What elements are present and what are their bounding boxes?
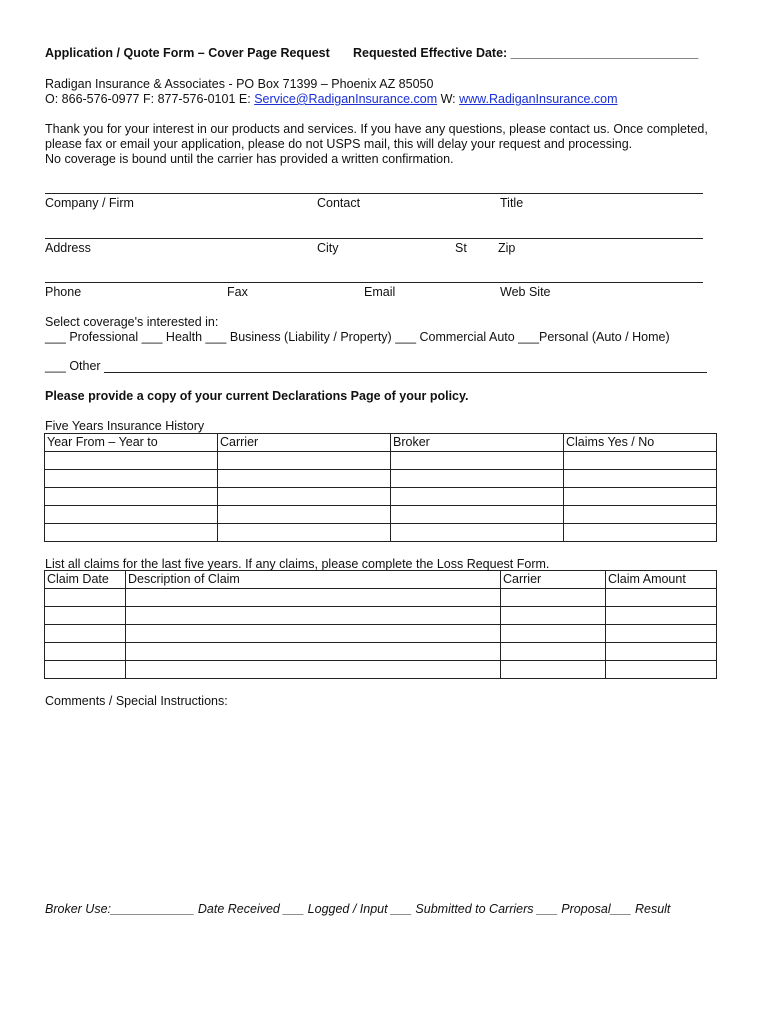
declarations-note: Please provide a copy of your current Declarations Page of your policy. (45, 389, 469, 403)
header-broker: Broker (391, 434, 564, 452)
table-row (45, 625, 717, 643)
label-fax: Fax (227, 285, 248, 299)
table-cell[interactable] (45, 661, 126, 679)
header-carrier: Carrier (501, 571, 606, 589)
website-link[interactable]: www.RadiganInsurance.com (459, 92, 618, 106)
label-web-site: Web Site (500, 285, 551, 299)
table-row (45, 488, 717, 506)
claims-title: List all claims for the last five years. If any claims, please complete the Loss Request Form. (45, 557, 550, 571)
form-title: Application / Quote Form – Cover Page Request (45, 46, 330, 60)
history-title: Five Years Insurance History (45, 419, 205, 433)
fill-line-address[interactable] (45, 238, 703, 239)
table-row (45, 452, 717, 470)
table-cell[interactable] (564, 524, 717, 542)
table-row (45, 524, 717, 542)
table-cell[interactable] (218, 452, 391, 470)
table-cell[interactable] (45, 589, 126, 607)
table-cell[interactable] (45, 625, 126, 643)
table-cell[interactable] (391, 470, 564, 488)
label-address: Address (45, 241, 91, 255)
company-address: Radigan Insurance & Associates - PO Box 71399 – Phoenix AZ 85050 (45, 77, 434, 91)
intro-line-3: No coverage is bound until the carrier has provided a written confirmation. (45, 152, 454, 166)
table-cell[interactable] (218, 506, 391, 524)
comments-label: Comments / Special Instructions: (45, 694, 228, 708)
label-zip: Zip (498, 241, 516, 255)
table-cell[interactable] (606, 625, 717, 643)
table-cell[interactable] (45, 607, 126, 625)
table-row (45, 506, 717, 524)
fill-line-phone[interactable] (45, 282, 703, 283)
table-row (45, 661, 717, 679)
table-cell[interactable] (564, 488, 717, 506)
table-row (45, 470, 717, 488)
table-row (45, 589, 717, 607)
header-year: Year From – Year to (45, 434, 218, 452)
table-cell[interactable] (126, 661, 501, 679)
effective-date-label: Requested Effective Date: ___________________________ (353, 46, 699, 60)
broker-use-line: Broker Use:____________ Date Received ___ Logged / Input ___ Submitted to Carriers ___ Proposal___ Result (45, 902, 671, 916)
table-cell[interactable] (606, 589, 717, 607)
table-cell[interactable] (564, 470, 717, 488)
table-header-row (45, 571, 717, 589)
table-cell[interactable] (126, 643, 501, 661)
table-cell[interactable] (45, 470, 218, 488)
coverage-options[interactable]: ___ Professional ___ Health ___ Business (Liability / Property) ___ Commercial Auto ___Personal (Auto / Home) (45, 330, 670, 344)
table-cell[interactable] (45, 452, 218, 470)
label-company-firm: Company / Firm (45, 196, 134, 210)
header-description: Description of Claim (126, 571, 501, 589)
fill-line-company[interactable] (45, 193, 703, 194)
table-cell[interactable] (391, 452, 564, 470)
table-cell[interactable] (218, 524, 391, 542)
coverage-other-label[interactable]: ___ Other (45, 359, 101, 373)
company-contact-line (45, 92, 618, 106)
table-cell[interactable] (126, 607, 501, 625)
table-cell[interactable] (564, 452, 717, 470)
label-city: City (317, 241, 339, 255)
table-cell[interactable] (45, 643, 126, 661)
table-header-row (45, 434, 717, 452)
table-cell[interactable] (218, 488, 391, 506)
header-claim-date: Claim Date (45, 571, 126, 589)
label-email: Email (364, 285, 396, 299)
table-cell[interactable] (501, 625, 606, 643)
label-phone: Phone (45, 285, 82, 299)
coverage-prompt: Select coverage's interested in: (45, 315, 219, 329)
table-cell[interactable] (45, 524, 218, 542)
table-cell[interactable] (606, 661, 717, 679)
table-cell[interactable] (501, 661, 606, 679)
fill-line-other[interactable] (104, 372, 707, 373)
table-cell[interactable] (606, 643, 717, 661)
intro-line-2: please fax or email your application, please do not USPS mail, this will delay your request and processing. (45, 137, 633, 151)
table-cell[interactable] (218, 470, 391, 488)
label-contact: Contact (317, 196, 361, 210)
claims-table (44, 570, 717, 679)
header-carrier: Carrier (218, 434, 391, 452)
table-row (45, 643, 717, 661)
comments-area[interactable] (45, 712, 715, 882)
table-cell[interactable] (564, 506, 717, 524)
label-state: St (455, 241, 467, 255)
label-title: Title (500, 196, 524, 210)
table-cell[interactable] (391, 524, 564, 542)
intro-line-1: Thank you for your interest in our products and services. If you have any questions, please contact us. Once completed, (45, 122, 708, 136)
table-cell[interactable] (501, 589, 606, 607)
table-cell[interactable] (501, 607, 606, 625)
email-link[interactable]: Service@RadiganInsurance.com (254, 92, 438, 106)
table-cell[interactable] (126, 589, 501, 607)
table-row (45, 607, 717, 625)
history-table (44, 433, 717, 542)
header-claim-amount: Claim Amount (606, 571, 717, 589)
table-cell[interactable] (606, 607, 717, 625)
table-cell[interactable] (391, 488, 564, 506)
table-cell[interactable] (45, 488, 218, 506)
office-numbers: O: 866-576-0977 F: 877-576-0101 E: (45, 92, 251, 106)
table-cell[interactable] (501, 643, 606, 661)
web-label: W: (440, 92, 456, 106)
table-cell[interactable] (45, 506, 218, 524)
table-cell[interactable] (391, 506, 564, 524)
table-cell[interactable] (126, 625, 501, 643)
header-claims: Claims Yes / No (564, 434, 717, 452)
